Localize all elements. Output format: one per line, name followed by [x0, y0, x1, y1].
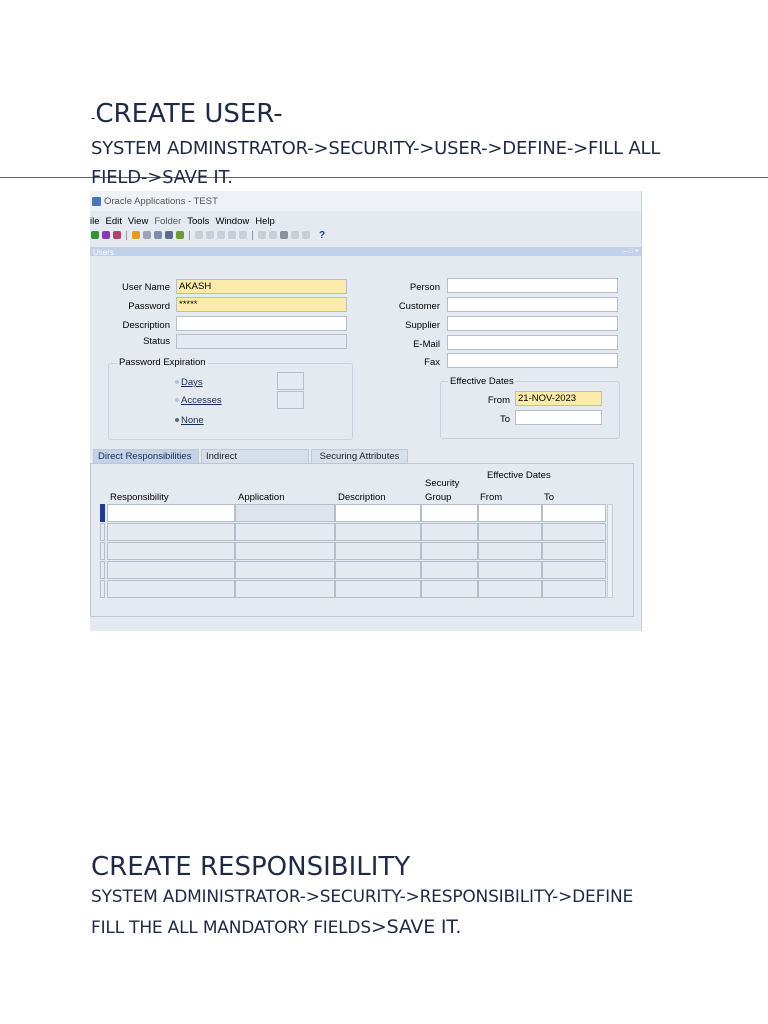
row-indicator[interactable] [100, 542, 105, 560]
row-indicator[interactable] [100, 523, 105, 541]
menu-window[interactable]: Window [215, 215, 250, 227]
grid-cell-description[interactable] [335, 561, 421, 579]
create-responsibility-steps-line1: SYSTEM ADMINISTRATOR->SECURITY->RESPONSIBILITY->DEFINE [91, 887, 634, 907]
menu-edit[interactable]: Edit [105, 215, 122, 227]
to-date-field[interactable] [515, 410, 602, 425]
clear-icon[interactable] [228, 231, 236, 239]
grid-cell-responsibility[interactable] [107, 523, 235, 541]
attachment-icon[interactable] [176, 231, 184, 239]
grid-cell-security-group[interactable] [421, 523, 478, 541]
accesses-field[interactable] [277, 391, 304, 409]
menu-help[interactable]: Help [255, 215, 275, 227]
new-record-icon[interactable] [91, 231, 99, 239]
grid-cell-to[interactable] [542, 580, 606, 598]
oracle-users-window [90, 191, 642, 631]
grid-cell-from[interactable] [478, 523, 542, 541]
close-form-icon[interactable] [154, 231, 162, 239]
from-date-label: From [487, 395, 510, 406]
menu-file[interactable]: ile [90, 215, 100, 227]
grid-cell-description[interactable] [335, 504, 421, 522]
status-field [176, 334, 347, 349]
grid-cell-application [235, 580, 335, 598]
attach-icon[interactable] [291, 231, 299, 239]
folder-tools-icon[interactable] [302, 231, 310, 239]
grid-cell-responsibility[interactable] [107, 504, 235, 522]
tab-direct-responsibilities[interactable]: Direct Responsibilities [93, 449, 199, 463]
grid-cell-description[interactable] [335, 542, 421, 560]
grid-cell-application [235, 542, 335, 560]
navigator-icon[interactable] [102, 231, 110, 239]
grid-cell-application [235, 561, 335, 579]
subwindow-title: Users [93, 248, 114, 257]
none-radio[interactable]: None [175, 415, 204, 426]
grid-cell-to[interactable] [542, 542, 606, 560]
radio-indicator [175, 380, 179, 384]
accesses-radio[interactable]: Accesses [175, 395, 222, 406]
email-label: E-Mail [413, 339, 440, 350]
window-titlebar [90, 191, 641, 211]
grid-cell-to[interactable] [542, 523, 606, 541]
password-expiration-label: Password Expiration [119, 357, 206, 368]
direct-responsibilities-panel [90, 463, 634, 617]
grid-cell-description[interactable] [335, 580, 421, 598]
grid-cell-responsibility[interactable] [107, 542, 235, 560]
col-to: To [544, 492, 555, 503]
create-user-steps-line2: FIELD->SAVE IT. [91, 167, 233, 188]
password-expiration-group [108, 363, 353, 440]
col-responsibility: Responsibility [110, 492, 169, 503]
user-name-label: User Name [121, 282, 170, 293]
grid-security-label: Security [425, 478, 460, 489]
copy-icon[interactable] [206, 231, 214, 239]
grid-cell-application [235, 523, 335, 541]
menu-folder[interactable]: Folder [154, 215, 182, 227]
password-label: Password [128, 301, 170, 312]
users-subwindow-titlebar [90, 247, 641, 256]
radio-indicator [175, 398, 179, 402]
row-indicator[interactable] [100, 561, 105, 579]
grid-cell-responsibility[interactable] [107, 580, 235, 598]
heading-create-responsibility: CREATE RESPONSIBILITY [91, 852, 411, 882]
edit-field-icon[interactable] [258, 231, 266, 239]
radio-indicator [175, 418, 179, 422]
col-security-group: Group [425, 492, 452, 503]
grid-cell-from[interactable] [478, 580, 542, 598]
password-field[interactable]: ***** [176, 297, 347, 312]
description-label: Description [122, 320, 170, 331]
toolbar [90, 229, 641, 241]
paste-icon[interactable] [217, 231, 225, 239]
grid-cell-from[interactable] [478, 542, 542, 560]
subwindow-controls-icon[interactable]: – □ × [622, 248, 639, 255]
grid-cell-application [235, 504, 335, 522]
print-icon[interactable] [143, 231, 151, 239]
window-title: Oracle Applications - TEST [104, 195, 218, 207]
zoom-icon[interactable] [269, 231, 277, 239]
col-description: Description [338, 492, 386, 503]
refresh-icon[interactable] [165, 231, 173, 239]
customer-label: Customer [398, 301, 440, 312]
email-field[interactable] [447, 335, 618, 350]
grid-cell-from[interactable] [478, 561, 542, 579]
row-indicator-current[interactable] [100, 504, 105, 522]
user-name-field[interactable]: AKASH [176, 279, 347, 294]
create-responsibility-steps-line2: FILL THE ALL MANDATORY FIELDS>SAVE IT. [91, 916, 462, 938]
supplier-label: Supplier [405, 320, 440, 331]
translation-icon[interactable] [280, 231, 288, 239]
grid-cell-description[interactable] [335, 523, 421, 541]
row-indicator[interactable] [100, 580, 105, 598]
person-field[interactable] [447, 278, 618, 293]
toolbar-separator [189, 231, 190, 240]
toolbar-separator [126, 231, 127, 240]
oracle-app-icon [92, 197, 101, 206]
days-radio[interactable]: Days [175, 377, 203, 388]
back-icon[interactable] [195, 231, 203, 239]
grid-cell-security-group[interactable] [421, 504, 478, 522]
from-date-field[interactable]: 21-NOV-2023 [515, 391, 602, 406]
days-field[interactable] [277, 372, 304, 390]
grid-cell-to[interactable] [542, 561, 606, 579]
grid-effective-dates-label: Effective Dates [487, 470, 551, 481]
col-from: From [480, 492, 503, 503]
description-field[interactable] [176, 316, 347, 331]
delete-icon[interactable] [239, 231, 247, 239]
grid-cell-security-group[interactable] [421, 580, 478, 598]
menu-bar [90, 215, 641, 227]
supplier-field[interactable] [447, 316, 618, 331]
fax-label: Fax [424, 357, 440, 368]
menu-view[interactable]: View [127, 215, 149, 227]
find-icon[interactable] [132, 231, 140, 239]
grid-cell-to[interactable] [542, 504, 606, 522]
grid-cell-security-group[interactable] [421, 542, 478, 560]
person-label: Person [409, 282, 440, 293]
toolbar-separator [252, 231, 253, 240]
to-date-label: To [499, 414, 510, 425]
status-label: Status [143, 336, 170, 347]
tab-securing-attributes[interactable]: Securing Attributes [311, 449, 408, 463]
help-icon[interactable]: ? [319, 229, 326, 241]
grid-cell-from[interactable] [478, 504, 542, 522]
grid-vertical-scrollbar[interactable] [607, 504, 613, 598]
fax-field[interactable] [447, 353, 618, 368]
heading-create-user: -CREATE USER- [91, 99, 283, 129]
grid-cell-responsibility[interactable] [107, 561, 235, 579]
tab-indirect-responsibilities[interactable]: Indirect [201, 449, 309, 463]
create-user-steps-line1: SYSTEM ADMINSTRATOR->SECURITY->USER->DEFINE->FILL ALL [91, 138, 661, 159]
effective-dates-label: Effective Dates [450, 376, 514, 387]
col-application: Application [238, 492, 285, 503]
grid-cell-security-group[interactable] [421, 561, 478, 579]
save-icon[interactable] [113, 231, 121, 239]
menu-tools[interactable]: Tools [187, 215, 210, 227]
customer-field[interactable] [447, 297, 618, 312]
